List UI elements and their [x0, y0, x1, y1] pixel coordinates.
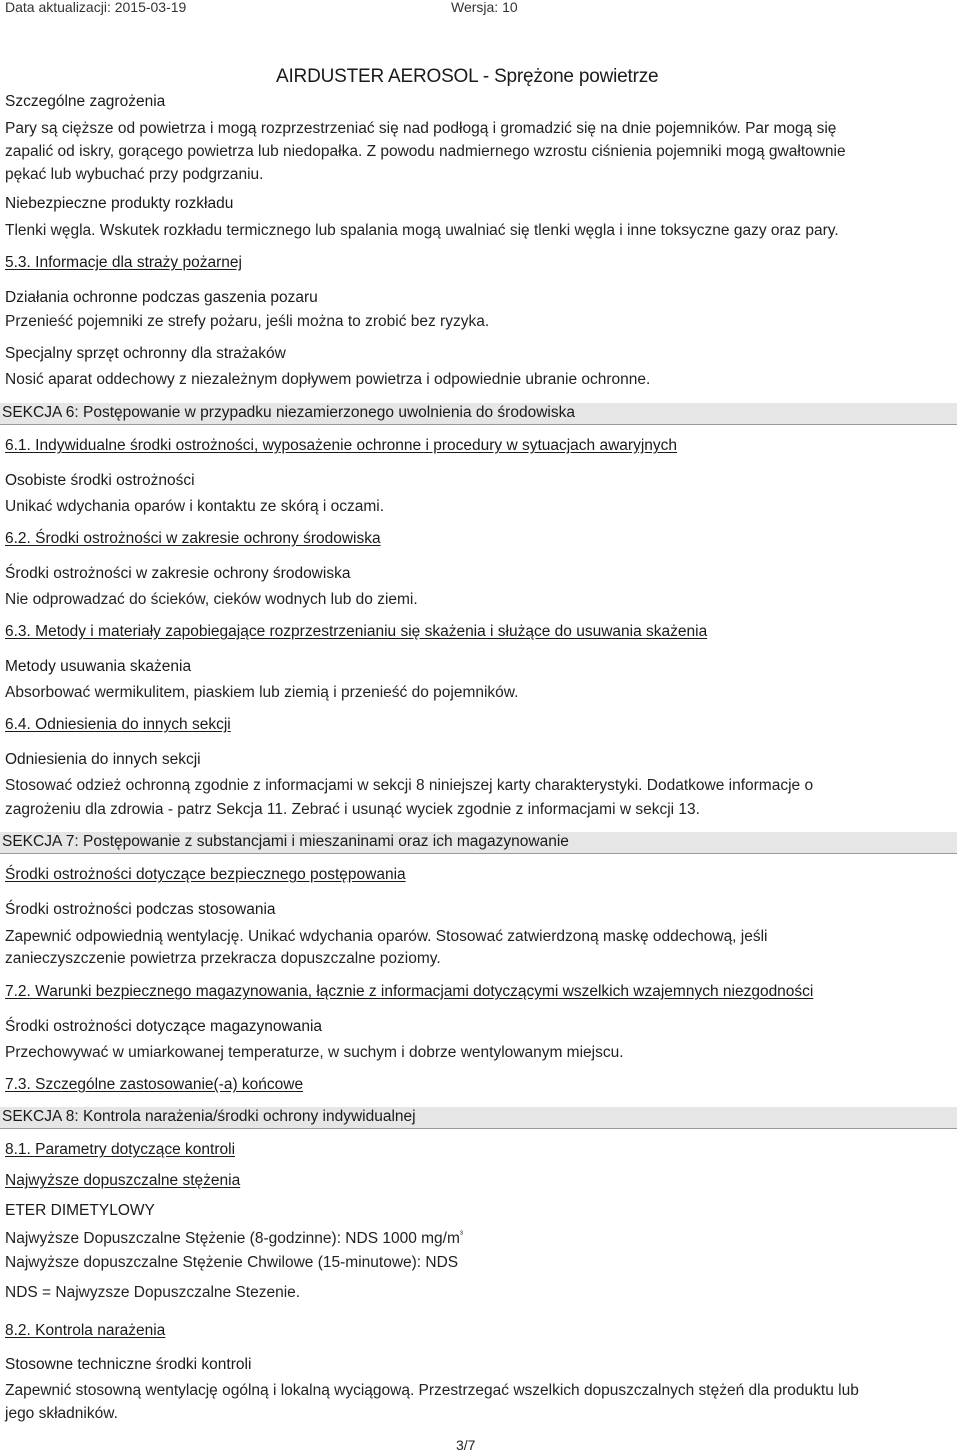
subsection-8-1: 8.1. Parametry dotyczące kontroli: [5, 1141, 236, 1158]
equipment-heading: Specjalny sprzęt ochronny dla strażaków: [5, 345, 286, 362]
nds-value: [5, 1230, 463, 1248]
decomposition-heading: Niebezpieczne produkty rozkładu: [5, 195, 234, 212]
special-hazards-heading: Szczególne zagrożenia: [5, 93, 166, 110]
decomposition-text: Tlenki węgla. Wskutek rozkładu termicznego lub spalania mogą uwalniać się tlenki węgla i inne toksyczne gazy oraz pary.: [5, 222, 839, 239]
exposure-limits-heading: Najwyższe dopuszczalne stężenia: [5, 1172, 241, 1189]
storage-heading: Środki ostrożności dotyczące magazynowania: [5, 1018, 323, 1035]
section-8-title: SEKCJA 8: Kontrola narażenia/środki ochrony indywidualnej: [2, 1108, 416, 1125]
section-8-band: [0, 1107, 957, 1129]
revision-date: Data aktualizacji: 2015-03-19: [5, 0, 187, 15]
subsection-6-3: 6.3. Metody i materiały zapobiegające rozprzestrzenianiu się skażenia i służące do usuwania skażenia: [5, 623, 708, 640]
subsection-5-3: 5.3. Informacje dla straży pożarnej: [5, 254, 242, 271]
environmental-heading: Środki ostrożności w zakresie ochrony środowiska: [5, 565, 351, 582]
page-number: 3/7: [456, 1437, 476, 1453]
nds-unit-superscript: ³: [459, 1228, 463, 1239]
nds-definition: NDS = Najwyzsze Dopuszczalne Stezenie.: [5, 1284, 301, 1301]
environmental-text: Nie odprowadzać do ścieków, cieków wodnych lub do ziemi.: [5, 591, 418, 608]
section-7-band: [0, 832, 957, 854]
references-line-1: Stosować odzież ochronną zgodnie z informacjami w sekcji 8 niniejszej karty charakterystyki. Dodatkowe informacje o: [5, 777, 814, 794]
storage-text: Przechowywać w umiarkowanej temperaturze, w suchym i dobrze wentylowanym miejscu.: [5, 1044, 624, 1061]
firefighting-heading: Działania ochronne podczas gaszenia pozaru: [5, 289, 318, 306]
usage-precautions-line-1: Zapewnić odpowiednią wentylację. Unikać wdychania oparów. Stosować zatwierdzoną maskę oddechową, jeśli: [5, 928, 768, 945]
version-label: Wersja: 10: [451, 0, 518, 15]
personal-precautions-text: Unikać wdychania oparów i kontaktu ze skórą i oczami.: [5, 498, 385, 515]
references-heading: Odniesienia do innych sekcji: [5, 751, 201, 768]
subsection-7-2: 7.2. Warunki bezpiecznego magazynowania, łącznie z informacjami dotyczącymi wszelkich wzajemnych niezgodności: [5, 983, 814, 1000]
engineering-controls-heading: Stosowne techniczne środki kontroli: [5, 1356, 252, 1373]
substance-name: ETER DIMETYLOWY: [5, 1202, 155, 1219]
personal-precautions-heading: Osobiste środki ostrożności: [5, 472, 195, 489]
section-6-band: [0, 403, 957, 425]
cleanup-heading: Metody usuwania skażenia: [5, 658, 192, 675]
subsection-6-2: 6.2. Środki ostrożności w zakresie ochrony środowiska: [5, 530, 381, 547]
equipment-text: Nosić aparat oddechowy z niezależnym dopływem powietrza i odpowiednie ubranie ochronne.: [5, 371, 651, 388]
references-line-2: zagrożeniu dla zdrowia - patrz Sekcja 11. Zebrać i usunąć wyciek zgodnie z informacjami w sekcji 13.: [5, 801, 700, 818]
usage-precautions-heading: Środki ostrożności podczas stosowania: [5, 901, 276, 918]
nds-text: Najwyższe Dopuszczalne Stężenie (8-godzinne): NDS 1000 mg/m: [5, 1230, 460, 1247]
document-title: AIRDUSTER AEROSOL - Sprężone powietrze: [276, 66, 659, 87]
special-hazards-line-2: zapalić od iskry, gorącego powietrza lub niedopałka. Z powodu nadmiernego wzrostu ciśnienia pojemniki mogą gwałtownie: [5, 143, 846, 160]
subsection-7-3: 7.3. Szczególne zastosowanie(-a) końcowe: [5, 1076, 304, 1093]
engineering-controls-line-2: jego składników.: [5, 1405, 118, 1422]
usage-precautions-line-2: zanieczyszczenie powietrza przekracza dopuszczalne poziomy.: [5, 950, 441, 967]
section-6-title: SEKCJA 6: Postępowanie w przypadku niezamierzonego uwolnienia do środowiska: [2, 404, 575, 421]
subsection-7-1: Środki ostrożności dotyczące bezpiecznego postępowania: [5, 866, 406, 883]
firefighting-text: Przenieść pojemniki ze strefy pożaru, jeśli można to zrobić bez ryzyka.: [5, 313, 490, 330]
subsection-6-4: 6.4. Odniesienia do innych sekcji: [5, 716, 231, 733]
cleanup-text: Absorbować wermikulitem, piaskiem lub ziemią i przenieść do pojemników.: [5, 684, 519, 701]
ndsch-value: Najwyższe dopuszczalne Stężenie Chwilowe (15-minutowe): NDS: [5, 1254, 459, 1271]
special-hazards-line-3: pękać lub wybuchać przy podgrzaniu.: [5, 166, 264, 183]
subsection-8-2: 8.2. Kontrola narażenia: [5, 1322, 166, 1339]
engineering-controls-line-1: Zapewnić stosowną wentylację ogólną i lokalną wyciągową. Przestrzegać wszelkich dopuszczalnych stężeń dla produktu lub: [5, 1382, 859, 1399]
section-7-title: SEKCJA 7: Postępowanie z substancjami i mieszaninami oraz ich magazynowanie: [2, 833, 569, 850]
subsection-6-1: 6.1. Indywidualne środki ostrożności, wyposażenie ochronne i procedury w sytuacjach awaryjnych: [5, 437, 678, 454]
special-hazards-line-1: Pary są cięższe od powietrza i mogą rozprzestrzeniać się nad podłogą i gromadzić się na dnie pojemników. Par mogą się: [5, 120, 837, 137]
